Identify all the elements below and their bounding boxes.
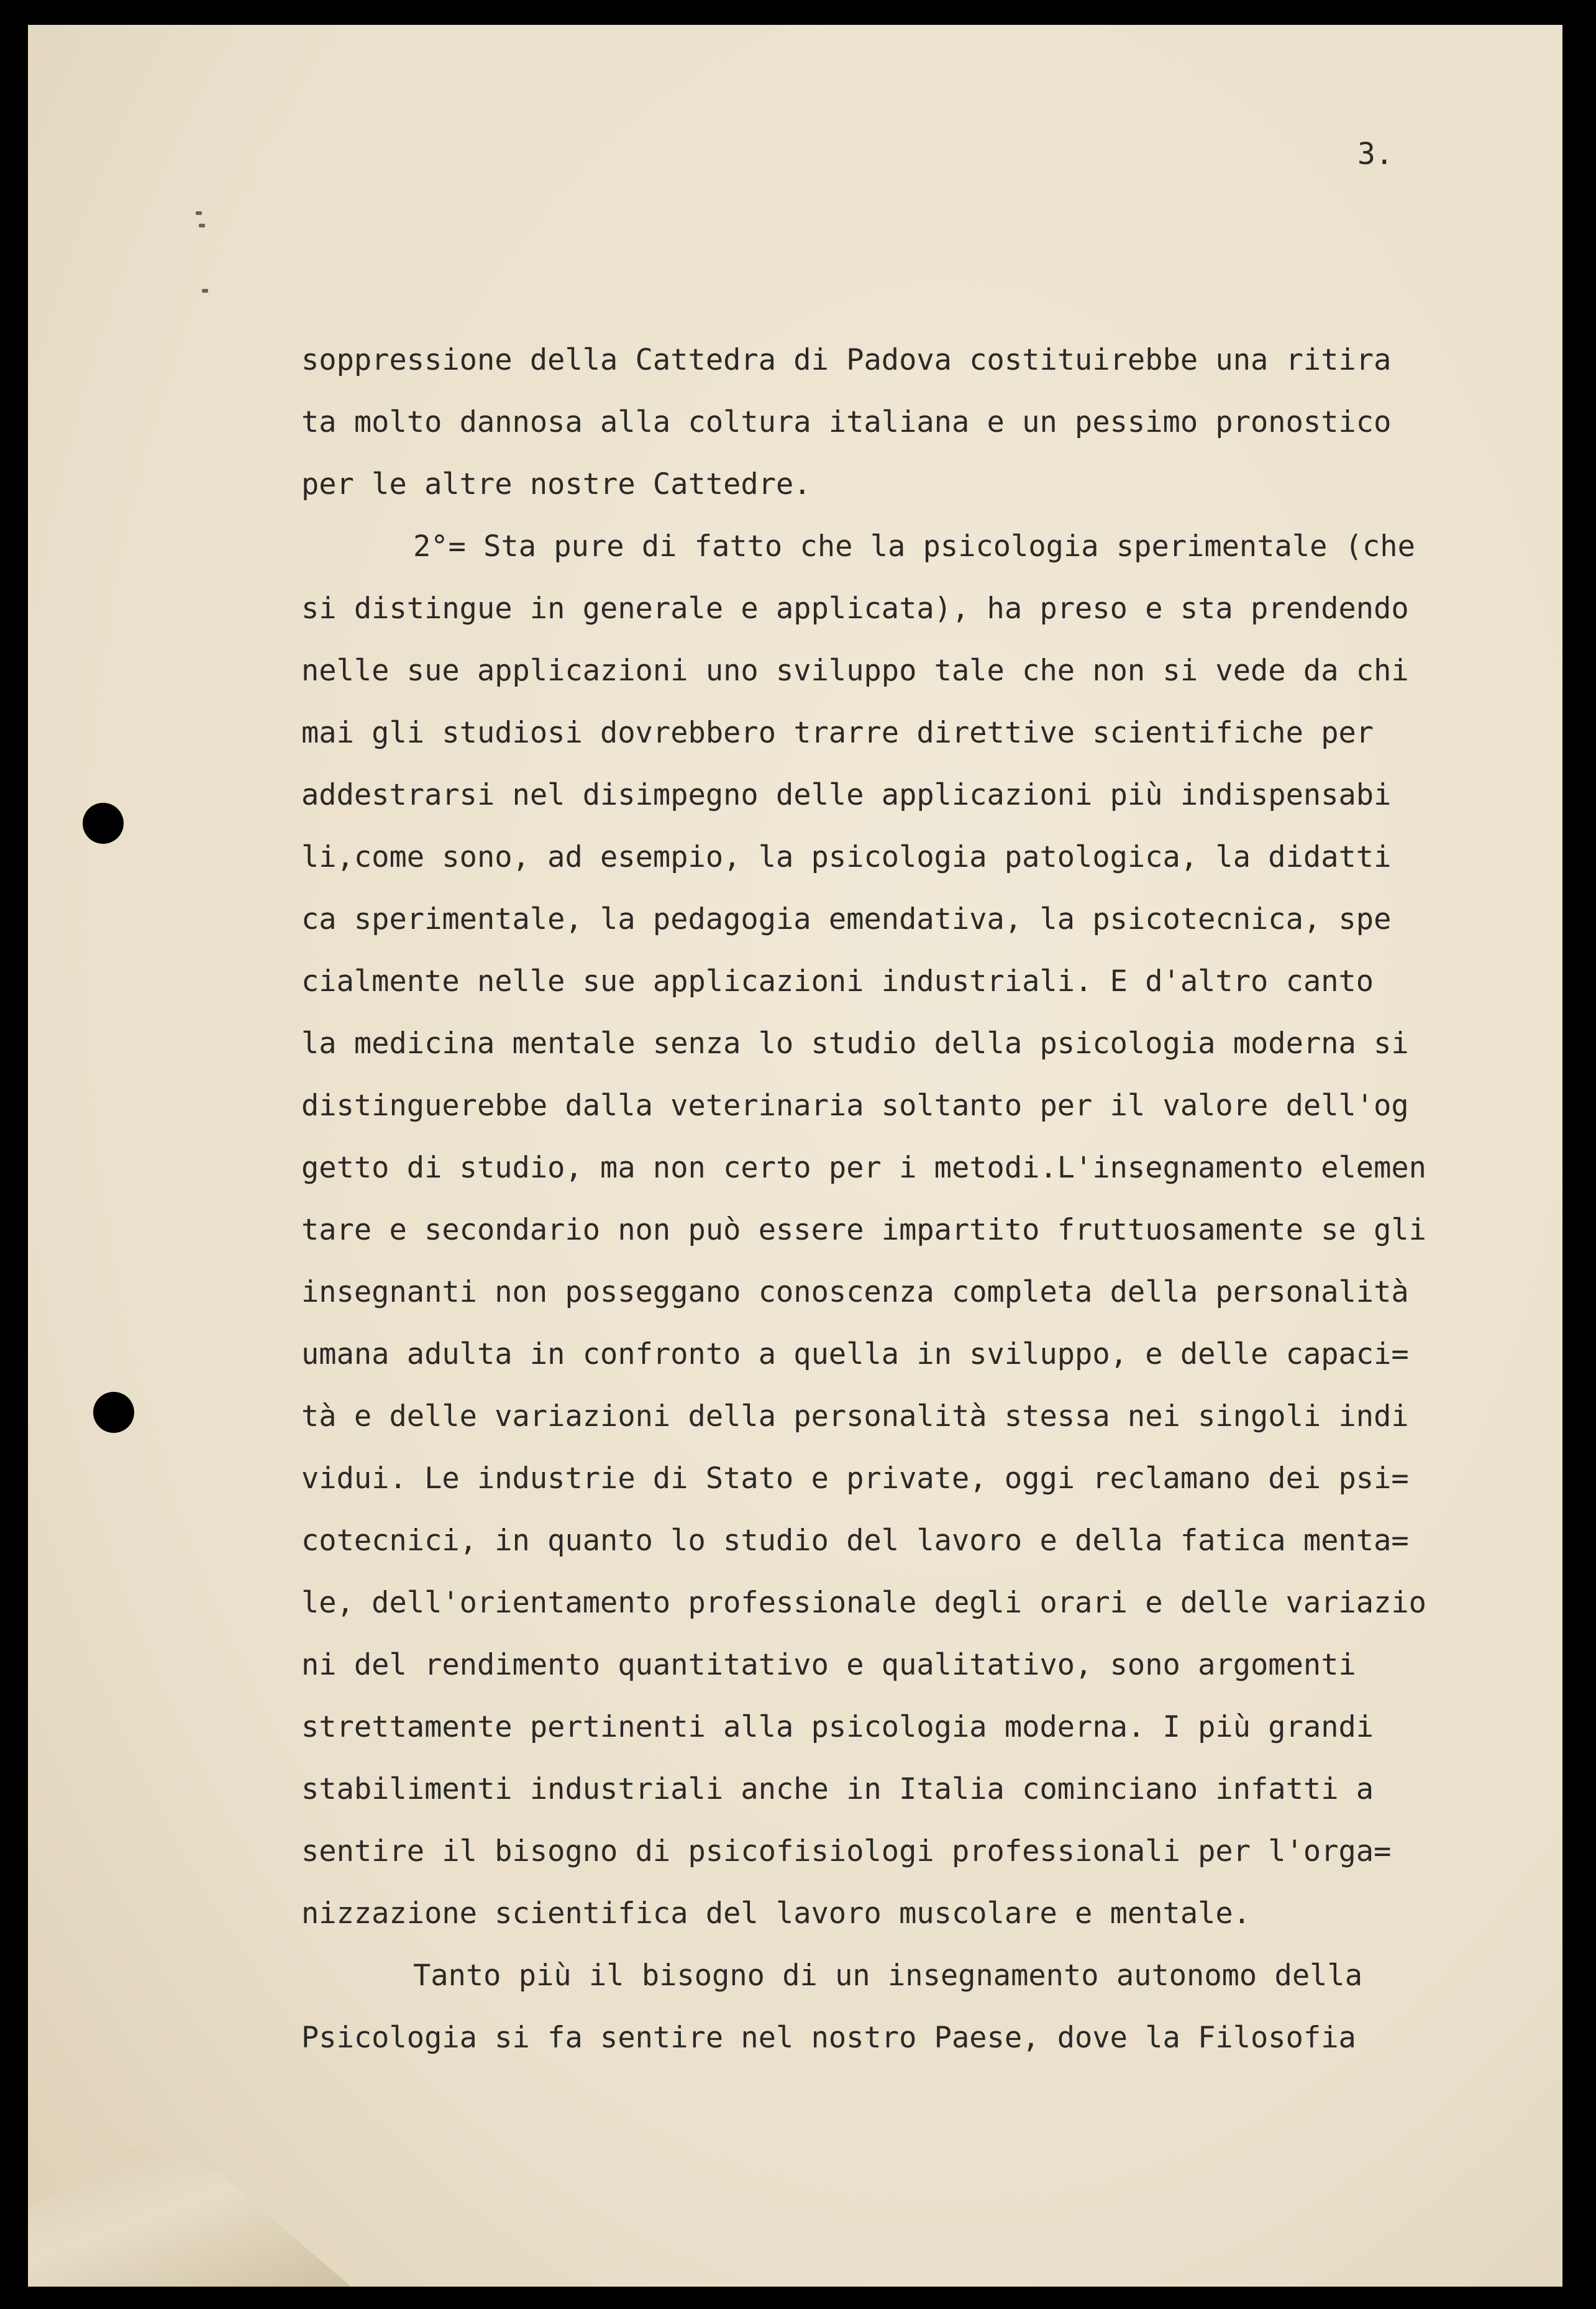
text-line: insegnanti non posseggano conoscenza completa della personalità: [301, 1275, 1409, 1309]
paper-speck: [199, 224, 205, 227]
text-line: nelle sue applicazioni uno sviluppo tale che non si vede da chi: [301, 654, 1409, 688]
text-line: la medicina mentale senza lo studio della psicologia moderna si: [301, 1026, 1409, 1061]
typewritten-body: [301, 329, 1531, 2069]
punch-hole-upper: [83, 803, 124, 844]
text-line: Tanto più il bisogno di un insegnamento autonomo della: [413, 1959, 1363, 1993]
text-line: nizzazione scientifica del lavoro muscolare e mentale.: [301, 1896, 1251, 1931]
text-line: 2°= Sta pure di fatto che la psicologia sperimentale (che: [413, 529, 1415, 564]
text-line: si distingue in generale e applicata), ha preso e sta prendendo: [301, 592, 1409, 626]
text-line: getto di studio, ma non certo per i metodi.L'insegnamento elemen: [301, 1151, 1426, 1185]
text-line: vidui. Le industrie di Stato e private, oggi reclamano dei psi=: [301, 1461, 1409, 1496]
text-line: le, dell'orientamento professionale degli orari e delle variazio: [301, 1586, 1426, 1620]
paper-sheet: [28, 25, 1562, 2287]
text-line: umana adulta in confronto a quella in sviluppo, e delle capaci=: [301, 1337, 1409, 1371]
text-line: mai gli studiosi dovrebbero trarre direttive scientifiche per: [301, 716, 1374, 750]
paper-speck: [202, 289, 208, 293]
text-line: cotecnici, in quanto lo studio del lavoro e della fatica menta=: [301, 1524, 1409, 1558]
text-line: per le altre nostre Cattedre.: [301, 467, 811, 501]
text-line: ca sperimentale, la pedagogia emendativa, la psicotecnica, spe: [301, 902, 1392, 936]
text-line: tare e secondario non può essere impartito fruttuosamente se gli: [301, 1213, 1426, 1247]
text-line: cialmente nelle sue applicazioni industriali. E d'altro canto: [301, 964, 1374, 999]
text-line: distinguerebbe dalla veterinaria soltanto per il valore dell'og: [301, 1089, 1409, 1123]
text-line: ni del rendimento quantitativo e qualitativo, sono argomenti: [301, 1648, 1356, 1682]
punch-hole-lower: [93, 1392, 134, 1433]
text-line: ta molto dannosa alla coltura italiana e un pessimo pronostico: [301, 405, 1392, 439]
text-line: sentire il bisogno di psicofisiologi professionali per l'orga=: [301, 1834, 1392, 1868]
folded-corner: [28, 2144, 351, 2287]
text-line: soppressione della Cattedra di Padova costituirebbe una ritira: [301, 343, 1392, 377]
text-line: strettamente pertinenti alla psicologia moderna. I più grandi: [301, 1710, 1374, 1744]
text-line: stabilimenti industriali anche in Italia cominciano infatti a: [301, 1772, 1374, 1806]
text-line: addestrarsi nel disimpegno delle applicazioni più indispensabi: [301, 778, 1392, 812]
text-line: li,come sono, ad esempio, la psicologia patologica, la didatti: [301, 840, 1392, 874]
text-line: tà e delle variazioni della personalità stessa nei singoli indi: [301, 1399, 1409, 1433]
text-line: Psicologia si fa sentire nel nostro Paese, dove la Filosofia: [301, 2021, 1356, 2055]
paper-speck: [196, 211, 202, 215]
page-number: 3.: [1357, 137, 1393, 171]
